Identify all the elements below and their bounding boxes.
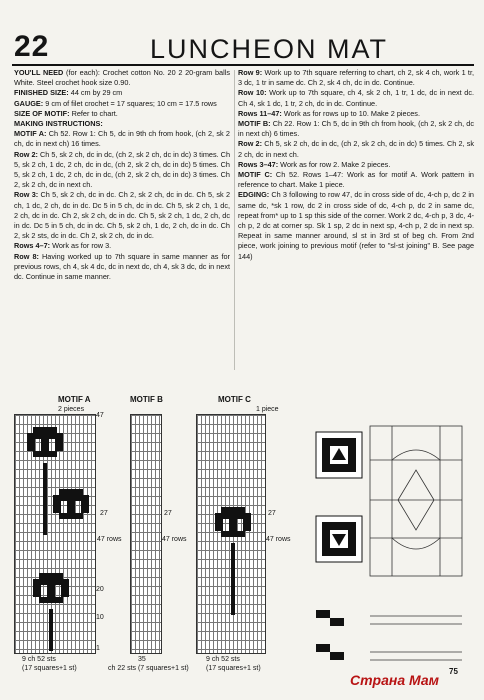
motif-b-rows-total: 47 rows xyxy=(162,536,187,543)
instruction-paragraph xyxy=(238,119,474,139)
chart-filled-block xyxy=(33,579,69,585)
motif-c-pattern xyxy=(197,415,265,653)
chart-filled-block xyxy=(215,513,251,519)
chart-filled-block xyxy=(221,507,245,513)
instruction-text: 44 cm by 29 cm xyxy=(68,88,123,98)
instruction-text: Work as for row 2. Make 2 pieces. xyxy=(278,159,391,169)
key-blocks xyxy=(316,610,462,660)
instruction-text: (for each): Crochet cotton No. 20 2 20-gram balls White. Steel crochet hook size 0.90. xyxy=(14,68,230,88)
instruction-text: Work as for row 3. xyxy=(50,241,112,251)
chart-filled-block xyxy=(39,597,63,603)
motif-c-rows-label: 27 xyxy=(268,510,276,517)
motif-a-row-20: 20 xyxy=(96,586,104,593)
chart-filled-block xyxy=(229,519,237,531)
instruction-heading: GAUGE: xyxy=(14,98,44,108)
instructions-right-column xyxy=(238,68,474,262)
instruction-paragraph xyxy=(14,119,230,129)
instruction-text: Ch 52. Row 1: Ch 5, dc in 9th ch from hook, (ch 2, sk 2 ch, dc in next ch) 16 times. xyxy=(14,129,230,149)
column-divider xyxy=(234,70,235,370)
motif-b-squares: ch 22 sts (7 squares+1 st) xyxy=(108,665,189,672)
watermark-logo: Страна Мам xyxy=(350,672,440,688)
chart-filled-block xyxy=(221,531,245,537)
chart-filled-block xyxy=(61,585,69,597)
instruction-paragraph xyxy=(14,109,230,119)
motif-b-rows-label: 27 xyxy=(164,510,172,517)
instruction-heading: Row 8: xyxy=(14,251,39,261)
chart-filled-block xyxy=(53,495,89,501)
motif-b-title: MOTIF B xyxy=(130,395,163,404)
key-square-up xyxy=(316,432,362,478)
motif-c-squares: (17 squares+1 st) xyxy=(206,665,261,672)
instruction-paragraph xyxy=(238,170,474,190)
instruction-heading: Row 2: xyxy=(14,149,38,159)
motif-a-pieces: 2 pieces xyxy=(58,406,85,413)
motif-a-squares: (17 squares+1 st) xyxy=(22,665,77,672)
instruction-paragraph xyxy=(14,68,230,88)
instruction-paragraph xyxy=(14,190,230,241)
instruction-heading: MOTIF B: xyxy=(238,119,271,129)
chart-filled-block xyxy=(33,585,41,597)
instruction-text: Ch 5, sk 2 ch, dc in dc, (ch 2, sk 2 ch, dc in dc) 5 times. Ch 2, sk 2 ch, dc in next ch. xyxy=(238,139,474,159)
instruction-text: Having worked up to 7th square in same manner as for previous rows, ch 4, sk 4 dc, dc in next dc, ch 4, sk 3 dc, dc in next dc. Continue in same manner. xyxy=(14,251,230,282)
chart-filled-block xyxy=(27,439,35,451)
instruction-paragraph xyxy=(14,129,230,149)
instruction-text: Refer to chart. xyxy=(69,108,118,118)
motif-a-title: MOTIF A xyxy=(58,395,91,404)
instruction-paragraph xyxy=(14,241,230,251)
instruction-heading: SIZE OF MOTIF: xyxy=(14,108,70,118)
chart-filled-block xyxy=(81,501,89,513)
instruction-heading: Row 9: xyxy=(238,68,263,77)
chart-filled-block xyxy=(59,489,83,495)
motif-a-rows-label: 27 xyxy=(100,510,108,517)
instruction-paragraph xyxy=(238,109,474,119)
motif-a-chart xyxy=(14,414,96,654)
instruction-paragraph xyxy=(238,68,474,88)
instruction-paragraph xyxy=(238,139,474,159)
motif-c-chart xyxy=(196,414,266,654)
motif-b-chart xyxy=(130,414,162,654)
chart-stem-block xyxy=(231,543,235,615)
instruction-paragraph xyxy=(14,88,230,98)
instruction-heading: MOTIF A: xyxy=(14,129,47,139)
stitch-key-diagrams xyxy=(312,420,472,680)
chart-filled-block xyxy=(53,501,61,513)
motif-b-sts: 35 xyxy=(138,656,146,663)
instruction-text: Ch 5, sk 2 ch, dc in dc. Ch 2, sk 2 ch, dc in dc. Ch 5, sk 2 ch, 1 dc, 2 ch, dc in dc. Dc 5 in 5 ch, dc in dc. Ch 5, sk 2 ch, 1 dc, 2 ch, dc in dc. Ch 2, sk 2 ch, dc in dc. Ch 5, sk 2 ch, 1 dc, 2 ch, dc in dc. Dc 5 in 5 ch, dc in dc. Ch 5, sk 2 ch, 1 dc, 2 ch, dc in dc. Ch 2, sk 2 sts, dc in dc. Ch 2, sk 2 ch, dc in dc. xyxy=(14,190,230,241)
chart-filled-block xyxy=(27,433,63,439)
instruction-text: Work up to 7th square referring to chart, ch 2, sk 4 ch, work 1 tr, 3 dc, 1 tr in same dc. Ch 2, sk 4 ch, dc in dc. Continue. xyxy=(238,68,475,88)
chart-filled-block xyxy=(33,427,57,433)
chart-filled-block xyxy=(59,513,83,519)
motif-c-sts: 9 ch 52 sts xyxy=(206,656,240,663)
motif-a-pattern xyxy=(15,415,95,653)
motif-a-sts: 9 ch 52 sts xyxy=(22,656,56,663)
chart-filled-block xyxy=(215,519,223,531)
motif-c-title: MOTIF C xyxy=(218,395,251,404)
instruction-text: Work as for rows up to 10. Make 2 pieces. xyxy=(281,108,420,118)
instruction-text: 9 cm of filet crochet = 17 squares; 10 cm = 17.5 rows xyxy=(43,98,217,108)
instructions-left-column xyxy=(14,68,230,282)
key-square-down xyxy=(316,516,362,562)
chart-filled-block xyxy=(67,501,75,513)
instruction-text: Ch 22. Row 1: Ch 5, dc in 9th ch from hook, (ch 2, sk 2 ch, dc in next ch) 6 times. xyxy=(238,119,474,139)
instruction-paragraph xyxy=(14,99,230,109)
instruction-heading: EDGING: xyxy=(238,190,270,200)
chart-filled-block xyxy=(41,439,49,451)
page-title: LUNCHEON MAT xyxy=(150,34,389,64)
instruction-heading: Rows 4–7: xyxy=(14,241,51,251)
instruction-heading: MOTIF C: xyxy=(238,170,273,180)
instruction-heading: Row 3: xyxy=(14,190,39,200)
instruction-heading: Rows 11–47: xyxy=(238,108,282,118)
instruction-heading: Row 2: xyxy=(238,139,263,149)
instruction-text: Ch 3 following to row 47, dc in cross side of dc, 4-ch p, dc 2 in same dc, *sk 1 row, dc 2 in cross side of dc, 4-ch p, dc 2 in same dc, repeat from* up to 1 sp this side of the corner. Work 2 dc, 4-ch p, 3 dc, 4-ch p, 2 dc at corner sp. Sk 1 sp, 2 dc in next sp, 4-ch p, 2 dc in next sp. Repeat in same manner around, sl st in 3rd st of beg ch. From 2nd piece, work joining to previous motif (refer to "sl-st joining" B. See page 144) xyxy=(238,190,474,261)
chart-stem-block xyxy=(43,463,47,535)
instruction-paragraph xyxy=(14,150,230,191)
instruction-text: Ch 52. Rows 1–47: Work as for motif A. Work pattern in reference to chart. Make 1 piece. xyxy=(238,170,474,190)
chart-stem-block xyxy=(49,609,53,651)
motif-a-row-10: 10 xyxy=(96,614,104,621)
instruction-heading: YOU'LL NEED xyxy=(14,68,64,77)
chart-filled-block xyxy=(39,573,63,579)
instruction-text: Work up to 7th square, ch 4, sk 2 ch, 1 tr, 1 dc, dc in next dc. Ch 4, sk 1 dc, 1 tr, 2 ch, dc in dc. Continue. xyxy=(238,88,474,108)
chart-filled-block xyxy=(33,451,57,457)
instruction-heading: FINISHED SIZE: xyxy=(14,88,69,98)
motif-c-pieces: 1 piece xyxy=(256,406,279,413)
crochet-stitch-diagram xyxy=(370,426,462,576)
chart-filled-block xyxy=(55,439,63,451)
title-rule xyxy=(12,64,474,66)
folio: 75 xyxy=(449,667,458,676)
page-number: 22 xyxy=(14,30,50,63)
instruction-heading: MAKING INSTRUCTIONS: xyxy=(14,119,103,129)
instruction-paragraph xyxy=(238,190,474,261)
instruction-heading: Rows 3–47: xyxy=(238,159,279,169)
instruction-paragraph xyxy=(238,160,474,170)
instruction-paragraph xyxy=(238,88,474,108)
instruction-heading: Row 10: xyxy=(238,88,267,98)
chart-filled-block xyxy=(243,519,251,531)
instruction-text: Ch 5, sk 2 ch, dc in dc, (ch 2, sk 2 ch, dc in dc) 3 times. Ch 5, sk 2 ch, 1 dc, 2 ch, dc in dc, (ch 2, sk 2 ch, dc in dc) 5 times. Ch 5, sk 2 ch, 1 dc, 2 ch, dc in dc, (ch 2, sk 2 ch, dc in dc) 3 times. Ch 2, sk 2 ch, dc in next ch. xyxy=(14,149,230,190)
motif-c-rows-total: 47 rows xyxy=(266,536,291,543)
instruction-paragraph xyxy=(14,252,230,283)
chart-filled-block xyxy=(47,585,55,597)
motif-a-row-1: 1 xyxy=(96,645,100,652)
motif-a-rows-total: 47 rows xyxy=(97,536,122,543)
motif-a-top-row: 47 xyxy=(96,412,104,419)
